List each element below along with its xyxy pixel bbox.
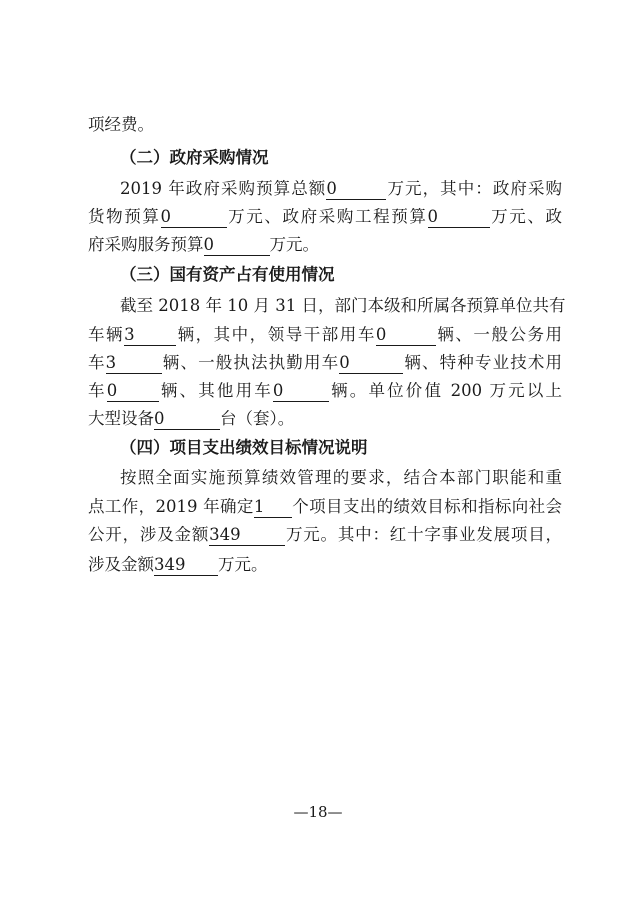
text: 涉及金额 <box>88 555 154 574</box>
filled-blank: 0 <box>428 208 490 228</box>
filled-blank: 0 <box>161 208 227 228</box>
filled-blank: 3 <box>124 326 176 346</box>
text-line <box>88 524 562 546</box>
text: 点工作，2019 年确定 <box>88 497 254 516</box>
filled-blank: 0 <box>204 236 270 256</box>
heading-text: （四）项目支出绩效目标情况说明 <box>120 438 368 457</box>
filled-blank: 0 <box>326 180 386 200</box>
text-line <box>120 178 562 200</box>
text-line <box>88 554 562 576</box>
section-heading <box>120 437 562 459</box>
text: 辆、特种专业技术用 <box>403 353 563 372</box>
text: 按照全面实施预算绩效管理的要求，结合本部门职能和重 <box>120 468 562 487</box>
heading-text: （三）国有资产占有使用情况 <box>120 265 335 284</box>
filled-blank: 349 <box>209 526 285 546</box>
text-line <box>88 114 562 136</box>
filled-blank: 349 <box>154 556 218 576</box>
text: 车辆 <box>88 325 125 344</box>
filled-blank: 3 <box>106 354 162 374</box>
section-heading <box>120 264 562 286</box>
text: 台（套）。 <box>220 409 295 428</box>
text: 项经费。 <box>88 115 154 134</box>
filled-blank: 0 <box>339 354 403 374</box>
text: 辆、其他用车 <box>158 381 273 400</box>
text: 万元。 <box>218 555 268 574</box>
text: 辆，其中，领导干部用车 <box>176 325 376 344</box>
text: 2019 年政府采购预算总额 <box>120 179 327 198</box>
text-line <box>88 324 562 346</box>
filled-blank: 0 <box>154 410 220 430</box>
text: 货物预算 <box>88 207 161 226</box>
text: 车 <box>88 353 106 372</box>
heading-text: （二）政府采购情况 <box>120 148 269 167</box>
text: 万元，其中：政府采购 <box>386 179 562 198</box>
text: 辆。单位价值 200 万元以上 <box>328 381 563 400</box>
text: 辆、一般公务用 <box>435 325 563 344</box>
text-line <box>120 467 562 489</box>
text-line <box>88 380 562 402</box>
filled-blank: 0 <box>376 326 436 346</box>
text: 府采购服务预算 <box>88 235 204 254</box>
text: 大型设备 <box>88 409 154 428</box>
text: 万元。 <box>269 235 319 254</box>
text-line <box>88 408 562 430</box>
text-line <box>88 234 562 256</box>
text-line <box>88 352 562 374</box>
section-heading <box>120 147 562 169</box>
text-line <box>120 295 566 317</box>
text: 万元、政府采购工程预算 <box>226 207 428 226</box>
text: 辆、一般执法执勤用车 <box>161 353 340 372</box>
text: 个项目支出的绩效目标和指标向社会 <box>291 497 562 516</box>
filled-blank: 0 <box>107 382 159 402</box>
text-line <box>88 496 562 518</box>
text: 万元。其中：红十字事业发展项目， <box>285 525 563 544</box>
text-line <box>88 206 562 228</box>
text: 万元、政 <box>489 207 562 226</box>
text: 截至 2018 年 10 月 31 日，部门本级和所属各预算单位共有 <box>120 296 566 315</box>
page-number: —18— <box>293 803 343 821</box>
filled-blank: 0 <box>273 382 329 402</box>
text: 车 <box>88 381 107 400</box>
filled-blank: 1 <box>254 498 292 518</box>
text: 公开，涉及金额 <box>88 525 210 544</box>
